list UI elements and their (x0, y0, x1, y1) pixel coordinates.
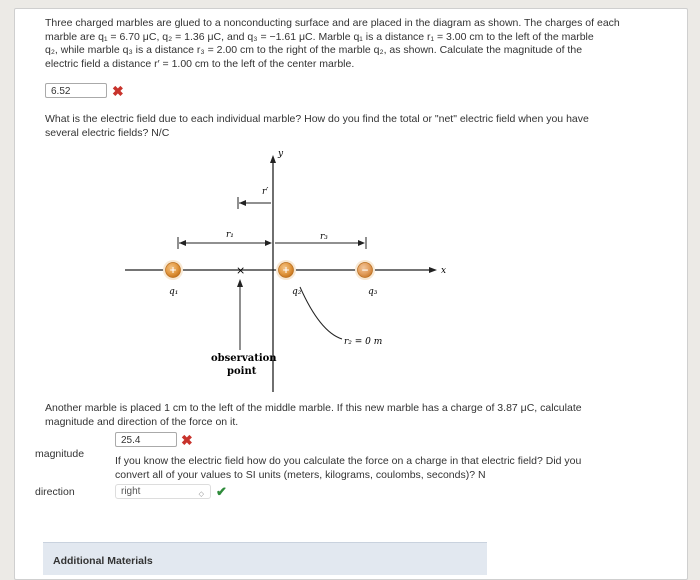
observation-label: observation (211, 353, 277, 364)
magnitude-label: magnitude (35, 448, 85, 460)
incorrect-icon: ✖ (181, 432, 193, 448)
answer-field-1-value: 6.52 (51, 86, 71, 97)
r3-arrowhead (358, 240, 365, 246)
r-prime-arrowhead (239, 200, 246, 206)
part2-statement (45, 402, 685, 429)
observation-label: point (227, 366, 257, 377)
magnitude-field[interactable] (115, 432, 177, 447)
charge-diagram (115, 147, 445, 392)
direction-select[interactable] (115, 484, 211, 499)
magnitude-hint (115, 455, 675, 482)
svg-text:−: − (361, 266, 369, 276)
direction-select-value: right (121, 486, 141, 497)
r1-arrowhead-right (265, 240, 272, 246)
answer-field-1[interactable] (45, 83, 107, 98)
observation-pointer-arrow (237, 279, 243, 287)
hint-1 (45, 113, 675, 140)
r2-label: r₂ = 0 m (344, 337, 383, 347)
y-axis-arrow (270, 155, 276, 163)
hint-line: several electric fields? N/C (45, 126, 170, 139)
marble-q2 (276, 260, 296, 280)
correct-check-icon: ✔ (216, 484, 227, 499)
hint-line: If you know the electric field how do you calculate the force on a charge in that electric field? Did you (115, 455, 582, 467)
hint-line: What is the electric field due to each individual marble? How do you find the total or "net" electric field when you have (45, 113, 589, 125)
x-axis-arrow (429, 267, 437, 273)
marble-q1 (163, 260, 183, 280)
problem-line: q₂, while marble q₃ is a distance r₃ = 2.00 cm to the right of the marble q₂, as shown. Calculate the magnitude of the (45, 44, 583, 56)
problem-line: marble are q₁ = 6.70 μC, q₂ = 1.36 μC, and q₃ = −1.61 μC. Marble q₁ is a distance r₁ = 3.00 cm to the left of the marble (45, 30, 594, 43)
marble-q3 (355, 260, 375, 280)
q1-label: q₁ (169, 287, 179, 297)
r1-label: r₁ (226, 230, 234, 240)
q3-label: q₃ (368, 287, 378, 297)
svg-text:+: + (169, 266, 177, 276)
part2-line: magnitude and direction of the force on it. (45, 415, 239, 428)
question-panel (14, 8, 688, 580)
q2-label: q₂ (292, 287, 302, 297)
additional-materials-section[interactable] (43, 542, 487, 575)
problem-statement (45, 17, 685, 71)
hint-line: convert all of your values to SI units (meters, kilograms, coulombs, seconds)? N (115, 468, 486, 481)
incorrect-icon: ✖ (112, 83, 124, 99)
r-prime-label: r′ (262, 187, 269, 197)
problem-line: electric field a distance r′ = 1.00 cm to the left of the center marble. (45, 57, 355, 70)
chevron-down-icon: ◇ (198, 491, 204, 498)
y-axis-label: y (278, 149, 284, 159)
problem-line: Three charged marbles are glued to a nonconducting surface and are placed in the diagram as shown. The charges of each (45, 17, 620, 29)
r1-arrowhead-left (179, 240, 186, 246)
direction-label: direction (35, 486, 75, 498)
magnitude-field-value: 25.4 (121, 435, 141, 446)
observation-point-mark: × (236, 264, 246, 277)
x-axis-label: x (441, 266, 447, 276)
r3-label: r₃ (320, 232, 328, 242)
additional-materials-label: Additional Materials (53, 555, 153, 567)
svg-text:+: + (282, 266, 290, 276)
part2-line: Another marble is placed 1 cm to the left of the middle marble. If this new marble has a charge of 3.87 μC, calculate (45, 402, 582, 414)
r2-pointer-curve (300, 287, 342, 339)
